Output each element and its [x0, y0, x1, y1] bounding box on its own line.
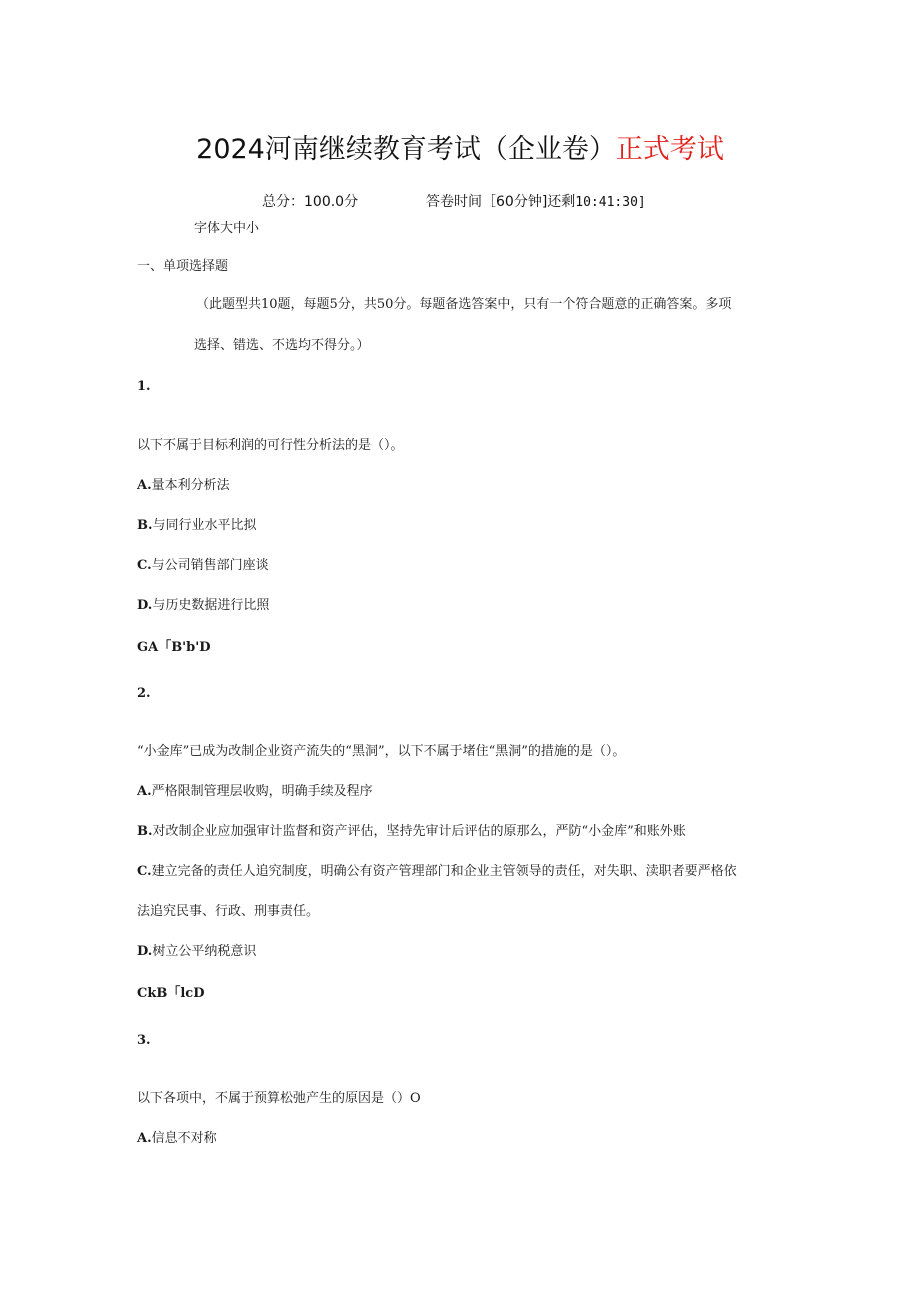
page-title — [0, 130, 920, 170]
answer-option-b[interactable]: B.对改制企业应加强审计监督和资产评估，坚持先审计后评估的原那么，严防“小金库”和账外账 — [137, 824, 686, 839]
answer-option-c[interactable]: C.与公司销售部门座谈 — [137, 558, 269, 573]
section-heading: 一、单项选择题 — [137, 259, 229, 274]
time-label: 答卷时间［60分钟]还剩 — [426, 194, 576, 210]
question-number: 1. — [137, 379, 151, 394]
section-intro-line2: 选择、错选、不选均不得分。） — [194, 338, 370, 353]
total-score: 总分：100.0分 — [262, 194, 359, 210]
question-number: 3. — [137, 1033, 151, 1048]
section-intro-line1: （此题型共10题，每题5分，共50分。每题备选答案中，只有一个符合题意的正确答案。多项 — [196, 297, 732, 312]
title-highlight: 正式考试 — [615, 134, 724, 165]
answer-option-d[interactable]: D.与历史数据进行比照 — [137, 598, 270, 613]
answer-option-d[interactable]: D.树立公平纳税意识 — [137, 944, 257, 959]
question-text: “小金库”已成为改制企业资产流失的“黑洞”，以下不属于堵住“黑洞”的措施的是（）。 — [137, 744, 626, 759]
answer-option-c[interactable]: C.建立完备的责任人追究制度，明确公有资产管理部门和企业主管领导的责任，对失职、渎职者要严格依 — [137, 864, 737, 879]
question-text: 以下不属于目标利润的可行性分析法的是（）。 — [137, 438, 404, 453]
answer-option-a[interactable]: A.信息不对称 — [137, 1131, 217, 1146]
answer-choices-row[interactable]: GA「B'b'D — [137, 640, 211, 655]
time-remaining: 10:41:30] — [575, 195, 646, 210]
answer-option-b[interactable]: B.与同行业水平比拟 — [137, 518, 257, 533]
question-text: 以下各项中，不属于预算松弛产生的原因是（）O — [137, 1091, 421, 1106]
answer-choices-row[interactable]: CkB「lcD — [137, 986, 205, 1001]
answer-option-a[interactable]: A.严格限制管理层收购，明确手续及程序 — [137, 784, 373, 799]
answer-option-c-continued: 法追究民事、行政、刑事责任。 — [137, 904, 320, 919]
font-size-selector[interactable]: 字体大中小 — [194, 221, 260, 236]
answer-option-a[interactable]: A.量本利分析法 — [137, 478, 230, 493]
exam-meta — [262, 191, 646, 214]
question-number: 2. — [137, 686, 151, 701]
title-main: 2024河南继续教育考试（企业卷） — [196, 134, 616, 165]
